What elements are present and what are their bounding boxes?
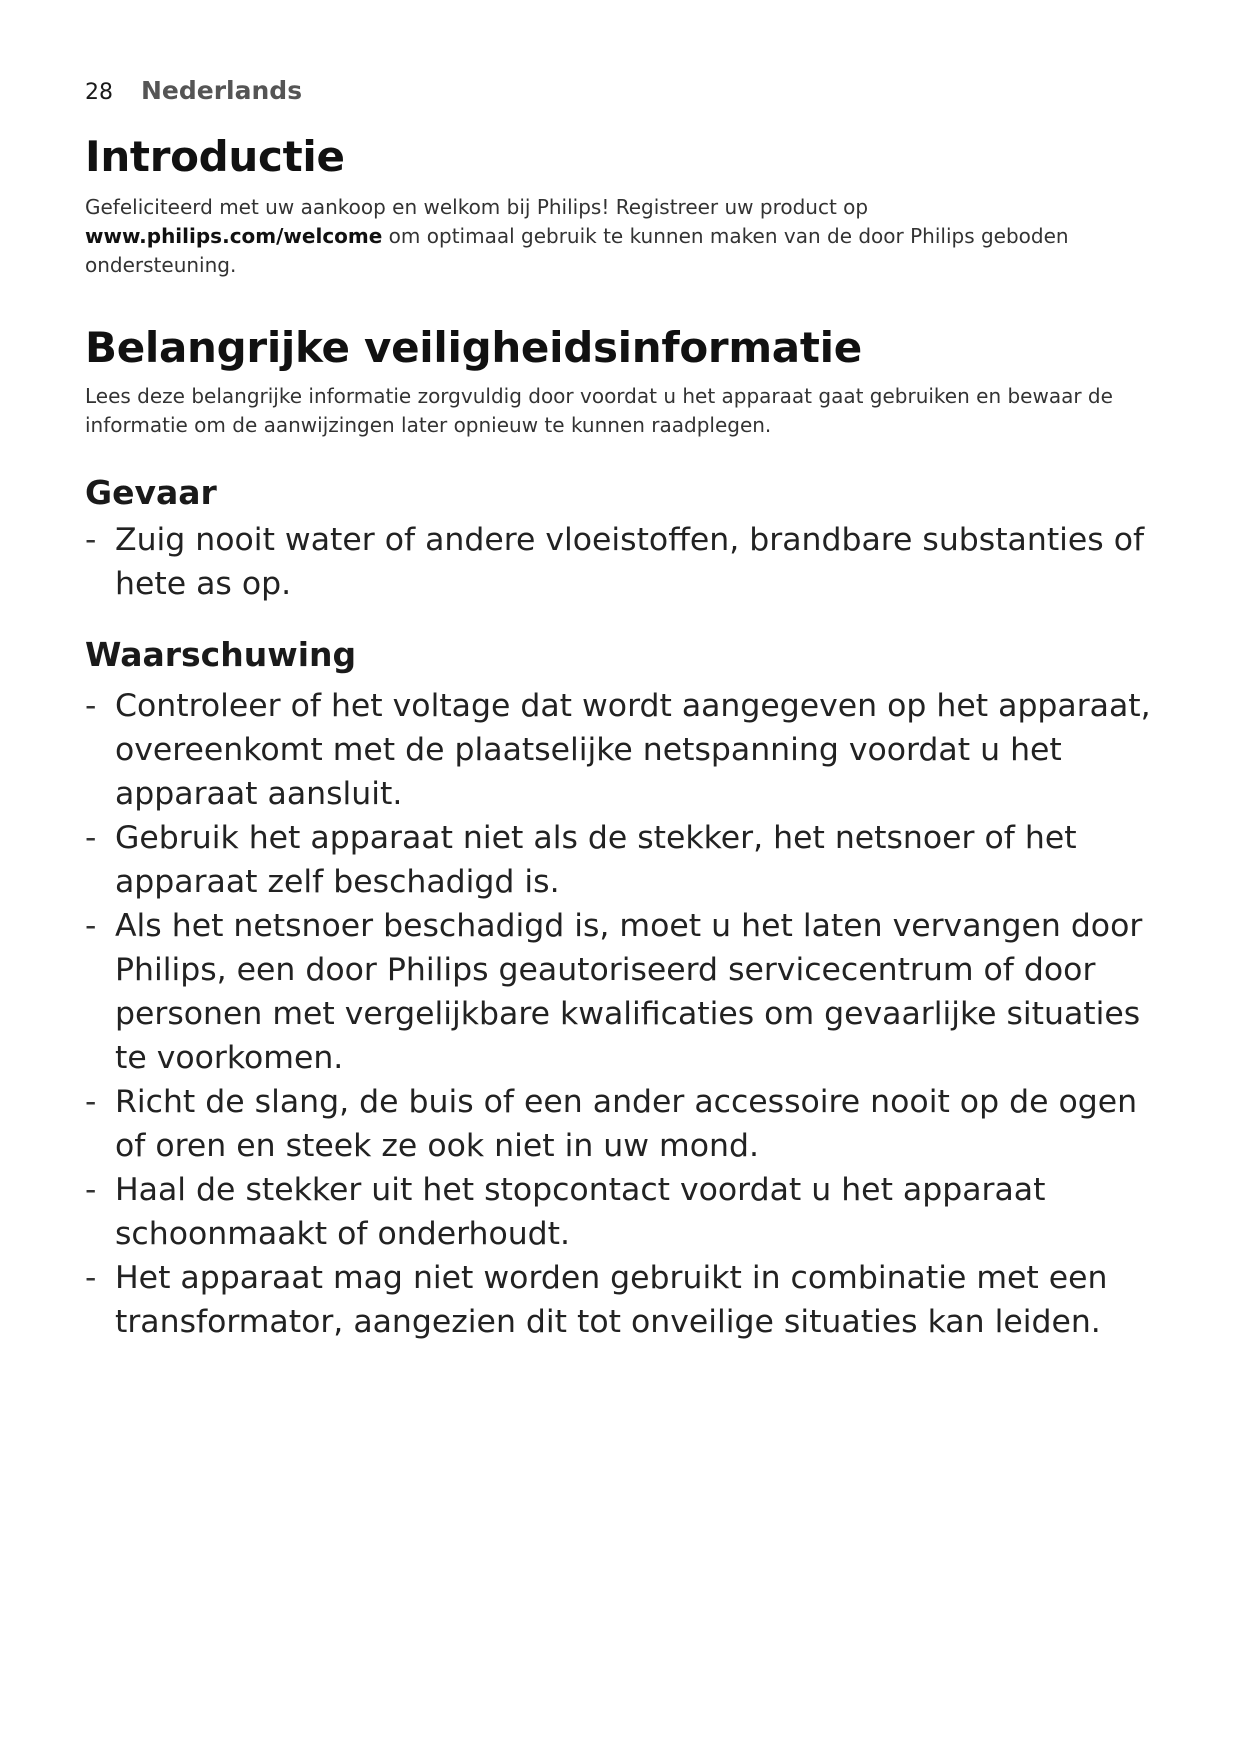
introduction-text-before-link: Gefeliciteerd met uw aankoop en welkom bij Philips! Registreer uw product op [85, 195, 869, 219]
bullet-dash: - [85, 1084, 97, 1120]
page-number: 28 [85, 80, 113, 105]
bullet-dash: - [85, 820, 97, 856]
warning-item-text: Controleer of het voltage dat wordt aangegeven op het apparaat, overeenkomt met de plaatselijke netspanning voordat u het apparaat aansluit. [115, 688, 1151, 812]
bullet-dash: - [85, 1260, 97, 1296]
running-header [85, 76, 302, 105]
bullet-dash: - [85, 522, 97, 558]
danger-heading: Gevaar [85, 473, 217, 512]
bullet-dash: - [85, 1172, 97, 1208]
warning-item-text: Richt de slang, de buis of een ander accessoire nooit op de ogen of oren en steek ze ook niet in uw mond. [115, 1084, 1138, 1164]
warning-item [85, 816, 1170, 904]
safety-title: Belangrijke veiligheidsinformatie [85, 323, 862, 372]
warning-item [85, 1168, 1170, 1256]
danger-list [85, 518, 1170, 606]
warning-item-text: Haal de stekker uit het stopcontact voordat u het apparaat schoonmaakt of onderhoudt. [115, 1172, 1046, 1252]
warning-heading: Waarschuwing [85, 635, 357, 674]
warning-item [85, 684, 1170, 816]
warning-item [85, 1256, 1170, 1344]
warning-item [85, 1080, 1170, 1168]
safety-paragraph: Lees deze belangrijke informatie zorgvuldig door voordat u het apparaat gaat gebruiken en bewaar de informatie om de aanwijzingen later opnieuw te kunnen raadplegen. [85, 384, 1113, 437]
introduction-paragraph [85, 193, 1170, 280]
warning-item [85, 904, 1170, 1080]
danger-item-text: Zuig nooit water of andere vloeistoffen, brandbare substanties of hete as op. [115, 522, 1145, 602]
introduction-title: Introductie [85, 132, 345, 181]
warning-item-text: Gebruik het apparaat niet als de stekker, het netsnoer of het apparaat zelf beschadigd is. [115, 820, 1077, 900]
warning-item-text: Als het netsnoer beschadigd is, moet u het laten vervangen door Philips, een door Philips geautoriseerd servicecentrum of door personen met vergelijkbare kwalificaties om gevaarlijke situaties te voorkomen. [115, 908, 1143, 1076]
danger-item [85, 518, 1170, 606]
warning-item-text: Het apparaat mag niet worden gebruikt in combinatie met een transformator, aangezien dit tot onveilige situaties kan leiden. [115, 1260, 1108, 1340]
language-label: Nederlands [141, 76, 303, 105]
bullet-dash: - [85, 688, 97, 724]
warning-list [85, 684, 1170, 1344]
bullet-dash: - [85, 908, 97, 944]
registration-link: www.philips.com/welcome [85, 224, 383, 248]
introduction-text-after-link: om optimaal gebruik te kunnen maken van de door Philips geboden ondersteuning. [85, 224, 1069, 277]
